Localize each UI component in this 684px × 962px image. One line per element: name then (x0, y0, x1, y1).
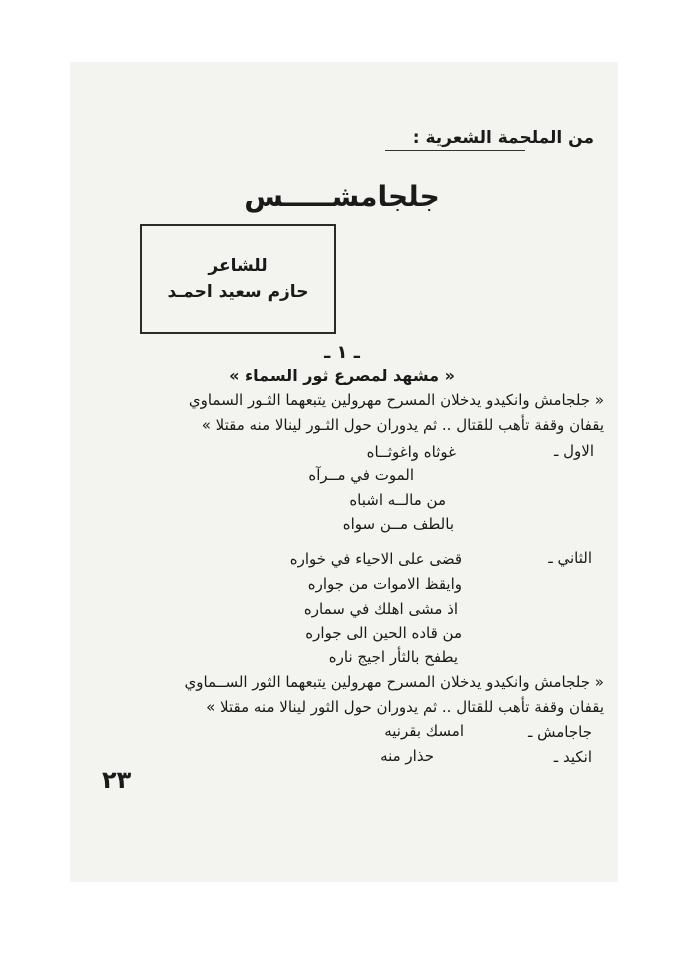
header-underline (385, 150, 525, 151)
stage-direction-1-line-2: يقفان وقفة تأهب للقتال .. ثم يدوران حول الثـور لينالا منه مقتلا » (201, 416, 604, 434)
stage-direction-2-line-1: « جلجامش وانكيدو يدخلان المسرح مهرولين يتبعهما الثور الســماوي (184, 673, 604, 691)
verse-line: حذار منه (380, 747, 434, 765)
stage-direction-1-line-1: « جلجامش وانكيدو يدخلان المسرح مهرولين يتبعهما الثـور السماوي (188, 391, 604, 409)
poet-label: للشاعر (208, 256, 268, 276)
verse-line: من مالــه اشباه (349, 491, 446, 509)
verse-line: غوثاه واغوثــاه (366, 443, 456, 461)
page-title: جلجامشـــــس (244, 180, 440, 213)
section-number: ـ ١ ـ (324, 342, 360, 363)
verse-line: وايقظ الاموات من جواره (307, 575, 462, 593)
verse-line: بالطف مــن سواه (342, 515, 454, 533)
scene-heading: « مشهد لمصرع ثور السماء » (229, 366, 455, 385)
speaker-second: الثاني ـ (548, 549, 592, 567)
poet-name: حازم سعيد احمـد (167, 282, 309, 302)
verse-line: اذ مشى اهلك في سماره (303, 600, 458, 618)
speaker-gilgamesh: جاجامش ـ (527, 723, 592, 741)
verse-line: امسك بقرنيه (384, 722, 464, 740)
page-number: ٢٣ (102, 766, 132, 794)
stage-direction-2-line-2: يقفان وقفة تأهب للقتال .. ثم يدوران حول الثور لينالا منه مقتلا » (206, 698, 604, 716)
speaker-enkidu: انكيد ـ (553, 748, 592, 766)
poet-box (140, 224, 336, 334)
verse-line: قضى على الاحياء في خواره (289, 550, 462, 568)
header-text: من الملحمة الشعرية : (412, 128, 594, 148)
verse-line: الموت في مــرآه (308, 466, 414, 484)
speaker-first: الاول ـ (553, 442, 594, 460)
verse-line: يطفح بالثأر اجيج ناره (328, 648, 458, 666)
verse-line: من قاده الحين الى جواره (305, 624, 462, 642)
